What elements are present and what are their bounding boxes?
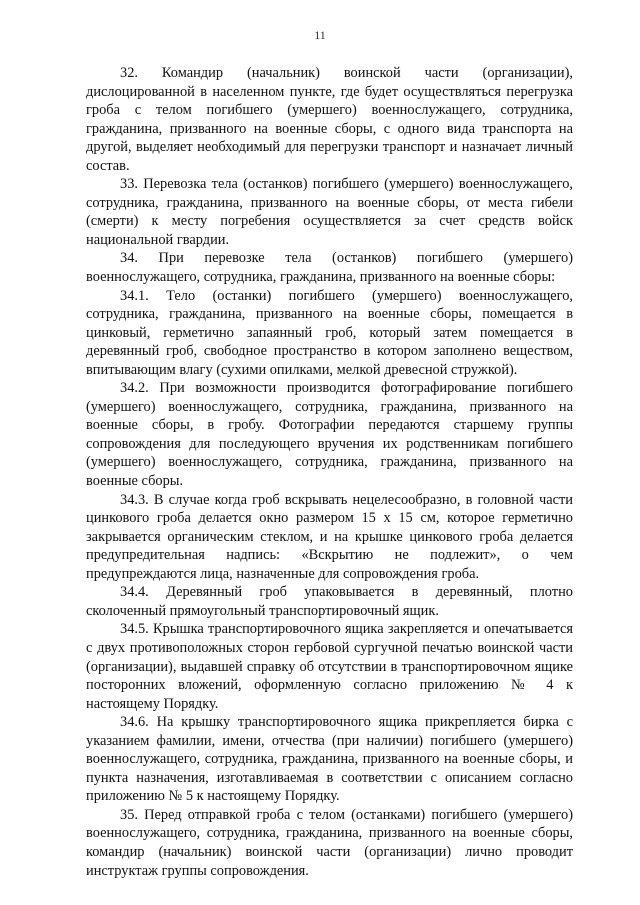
paragraph-34-2: 34.2. При возможности производится фотографирование погибшего (умершего) военнослужащего, сотрудника, гражданина, призванного на военные сборы, в гробу. Фотографии передаются старшему группы сопровождения для последующего вручения их родственникам погибшего (умершего) военнослужащего, сотрудника, гражданина, призванного на военные сборы.: [86, 380, 573, 490]
paragraph-34-1: 34.1. Тело (останки) погибшего (умершего) военнослужащего, сотрудника, гражданина, призванного на военные сборы, помещается в цинковый, герметично запаянный гроб, который затем помещается в деревянный гроб, свободное пространство в котором заполнено веществом, впитывающим влагу (сухими опилками, мелкой древесной стружкой).: [86, 287, 573, 378]
paragraph-34-3: 34.3. В случае когда гроб вскрывать нецелесообразно, в головной части цинкового гроба делается окно размером 15 х 15 см, которое герметично закрывается органическим стеклом, и на крышке цинкового гроба делается предупредительная надпись: «Вскрытию не подлежит», о чем предупреждаются лица, назначенные для сопровождения гроба.: [86, 491, 573, 582]
document-body: [86, 64, 573, 880]
paragraph-34-5: 34.5. Крышка транспортировочного ящика закрепляется и опечатывается с двух противоположных сторон гербовой сургучной печатью воинской части (организации), выдавшей справку об отсутствии в транспортировочном ящике посторонних вложений, оформленную согласно приложению № 4 к настоящему Порядку.: [86, 621, 573, 712]
paragraph-34: 34. При перевозке тела (останков) погибшего (умершего) военнослужащего, сотрудника, гражданина, призванного на военные сборы:: [86, 250, 573, 286]
page-number: 11: [314, 28, 326, 42]
paragraph-34-4: 34.4. Деревянный гроб упаковывается в деревянный, плотно сколоченный прямоугольный транспортировочный ящик.: [86, 584, 573, 619]
paragraph-33: 33. Перевозка тела (останков) погибшего (умершего) военнослужащего, сотрудника, гражданина, призванного на военные сборы, от места гибели (смерти) к месту погребения осуществляется за счет средств войск национальной гвардии.: [86, 176, 573, 248]
paragraph-35: 35. Перед отправкой гроба с телом (останками) погибшего (умершего) военнослужащего, сотрудника, гражданина, призванного на военные сборы, командир (начальник) воинской части (организации) лично проводит инструктаж группы сопровождения.: [86, 806, 573, 879]
paragraph-32: 32. Командир (начальник) воинской части (организации), дислоцированной в населенном пункте, где будет осуществляться перегрузка гроба с телом погибшего (умершего) военнослужащего, сотрудника, гражданина, призванного на военные сборы, с одного вида транспорта на другой, выделяет необходимый для перегрузки транспорт и назначает личный состав.: [86, 65, 573, 174]
paragraph-34-6: 34.6. На крышку транспортировочного ящика прикрепляется бирка с указанием фамилии, имени, отчества (при наличии) погибшего (умершего) военнослужащего, сотрудника, гражданина, призванного на военные сборы, и пункта назначения, изготавливаемая в соответствии с описанием согласно приложению № 5 к настоящему Порядку.: [86, 714, 573, 805]
